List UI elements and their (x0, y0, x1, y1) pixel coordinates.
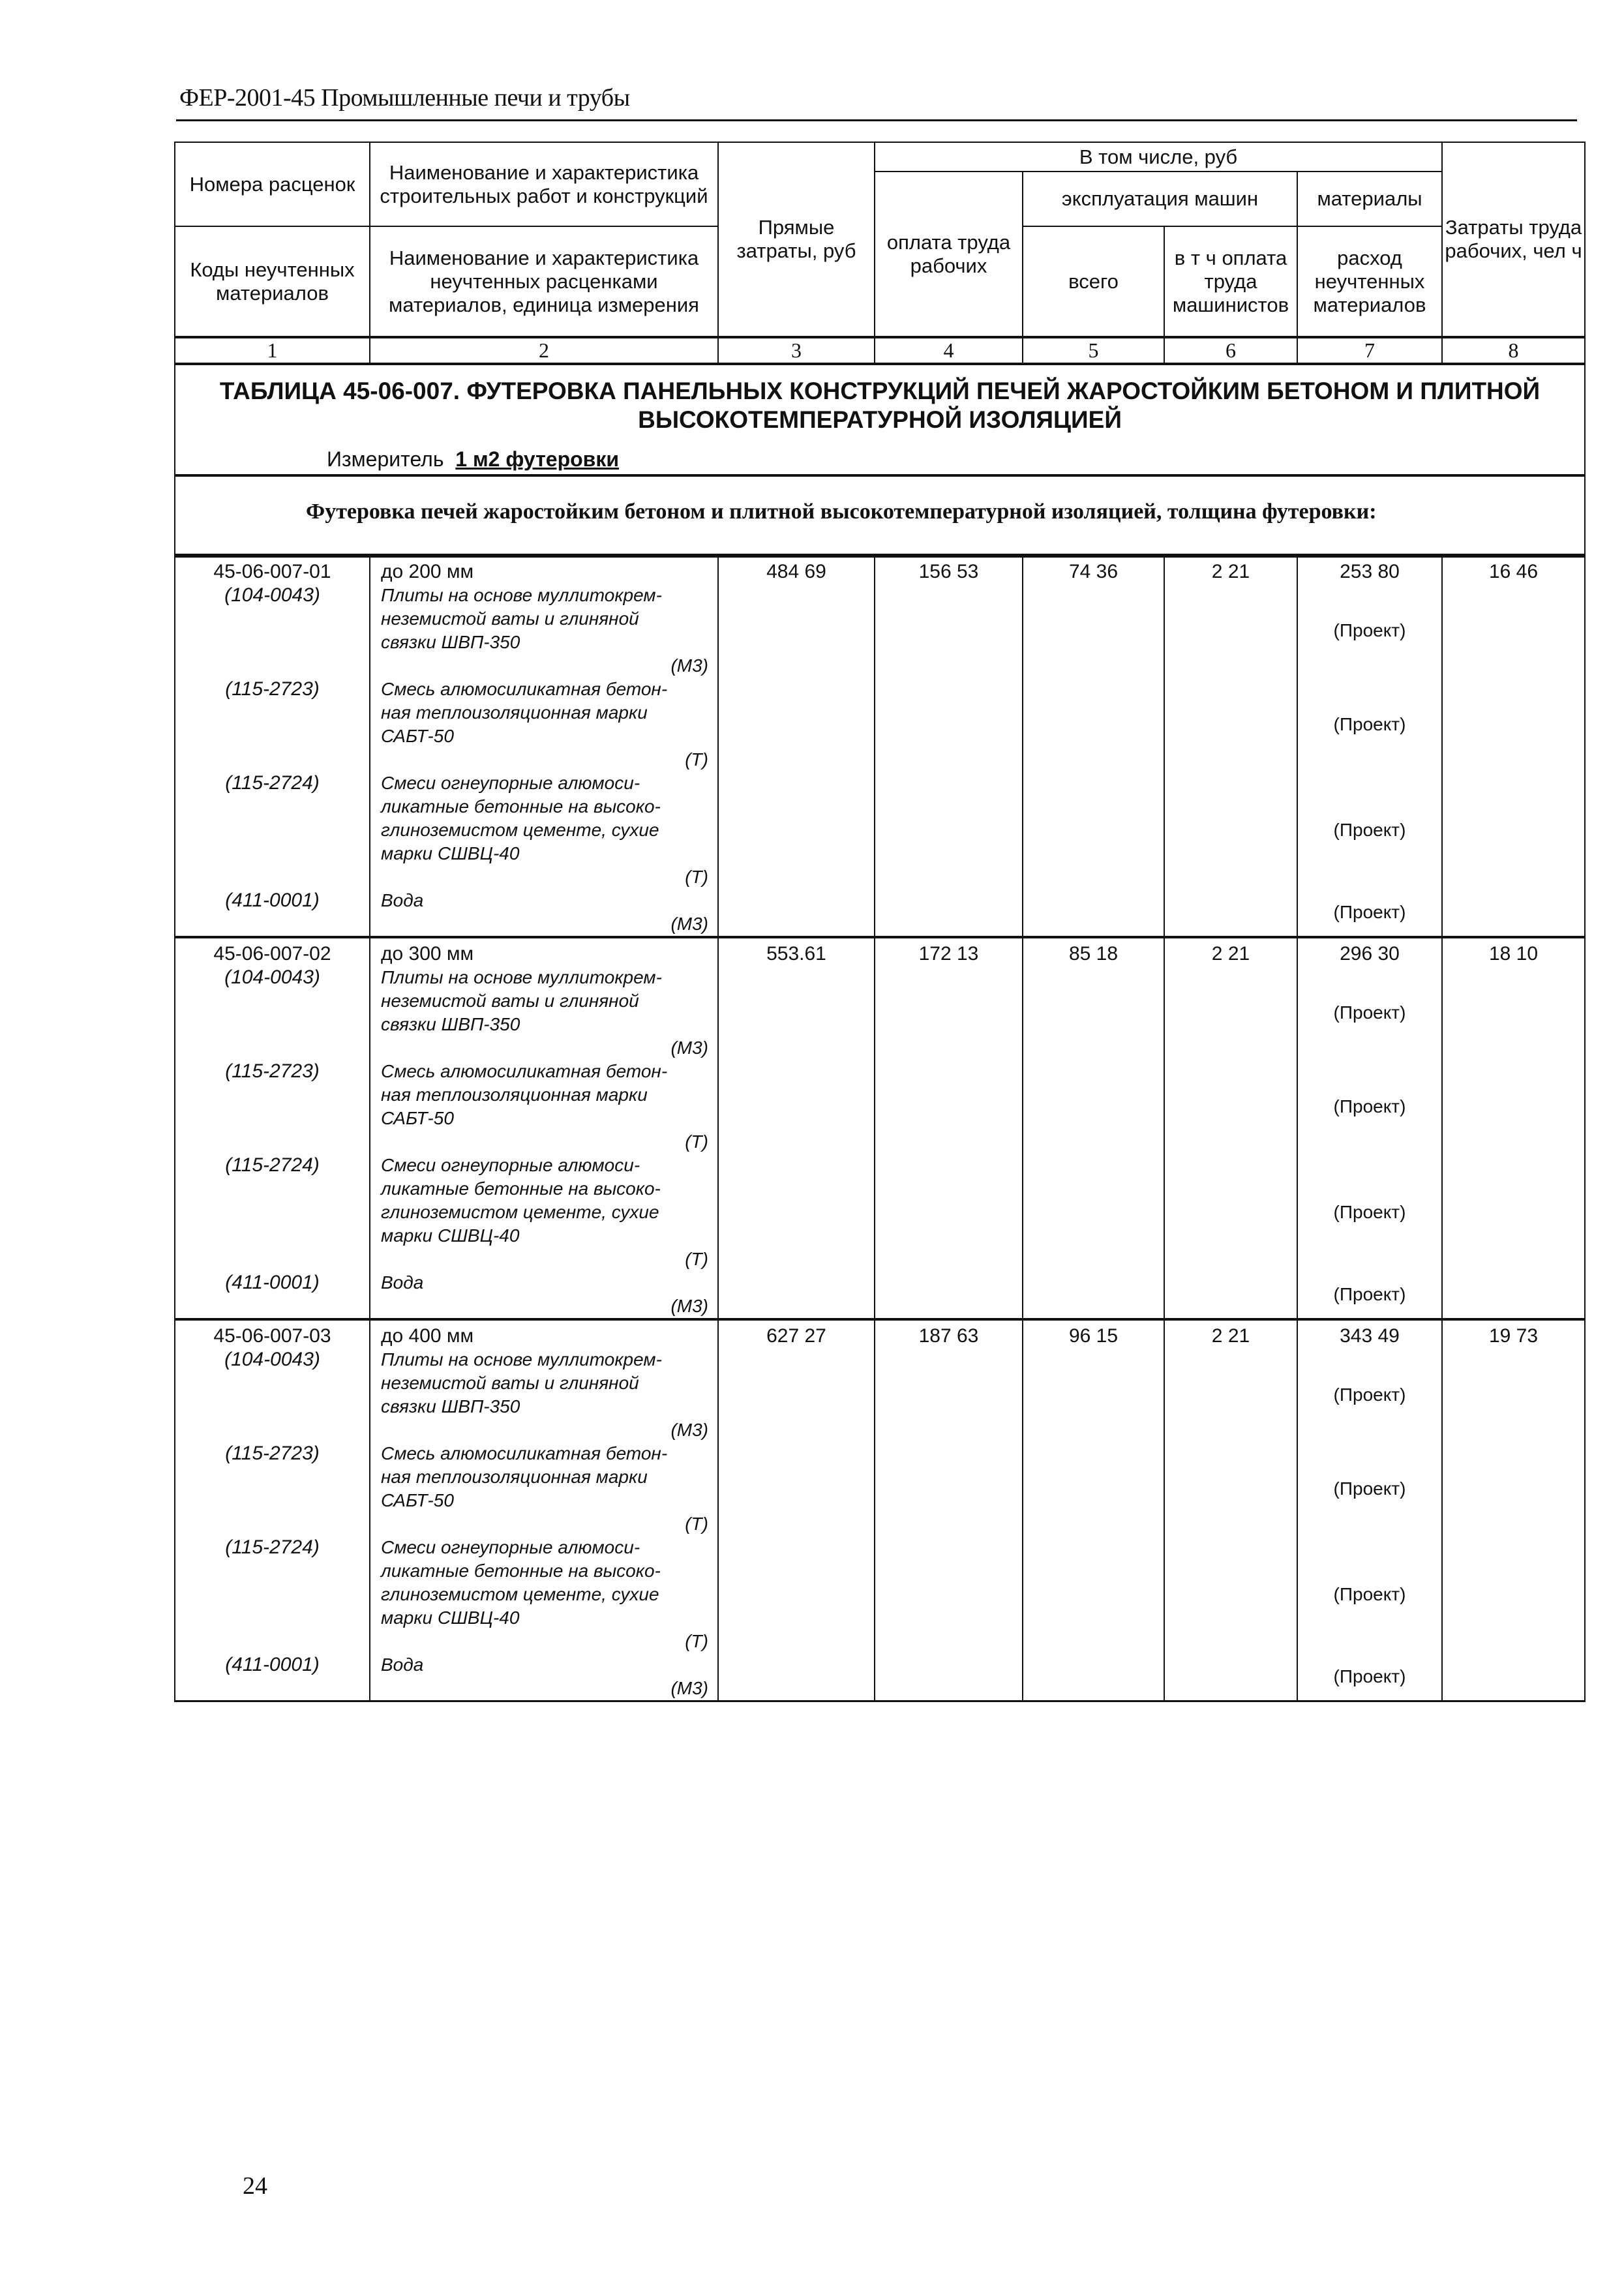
material-price: (Проект) (1297, 889, 1442, 937)
measure-label: Измеритель (327, 447, 444, 471)
material-name-line: неземистой ваты и глиняной (381, 1373, 639, 1393)
empty-cell (1164, 1271, 1297, 1319)
header-direct-costs: Прямые затраты, руб (718, 142, 875, 337)
material-unit: (Т) (685, 1249, 708, 1269)
rate-value: 2 21 (1164, 555, 1297, 584)
material-code: (411-0001) (175, 1653, 370, 1701)
material-name (370, 1653, 718, 1701)
rate-value: 553.61 (718, 937, 875, 966)
header-unaccounted-materials: расход неучтенных материалов (1297, 226, 1442, 337)
empty-cell (1442, 889, 1585, 937)
header-machine-operation: эксплуатация машин (1023, 172, 1297, 226)
header-worker-pay: оплата труда рабочих (875, 172, 1023, 337)
empty-cell (718, 584, 875, 678)
empty-cell (718, 966, 875, 1060)
header-materials: материалы (1297, 172, 1442, 226)
material-row (175, 1348, 1585, 1442)
empty-cell (1023, 678, 1164, 771)
material-unit: (Т) (685, 867, 708, 887)
material-code: (115-2723) (175, 1442, 370, 1536)
empty-cell (1023, 771, 1164, 889)
rate-value: 74 36 (1023, 555, 1164, 584)
empty-cell (718, 889, 875, 937)
material-unit: (М3) (670, 1420, 708, 1440)
material-name-line: САБТ-50 (381, 1108, 454, 1128)
header-including: В том числе, руб (875, 142, 1442, 172)
column-number: 7 (1297, 337, 1442, 364)
empty-cell (718, 1154, 875, 1271)
material-name (370, 771, 718, 889)
material-name-line: Смесь алюмосиликатная бетон- (381, 1443, 668, 1463)
empty-cell (1442, 1653, 1585, 1701)
material-name-line: неземистой ваты и глиняной (381, 991, 639, 1011)
material-unit: (М3) (670, 1296, 708, 1316)
rates-table (174, 554, 1586, 1702)
empty-cell (1442, 1536, 1585, 1653)
material-unit: (Т) (685, 1631, 708, 1651)
material-name-line: ликатные бетонные на высоко- (381, 1178, 661, 1199)
material-name (370, 1348, 718, 1442)
material-name (370, 1271, 718, 1319)
rate-value: 96 15 (1023, 1319, 1164, 1348)
material-price: (Проект) (1297, 771, 1442, 889)
material-name-line: Вода (381, 1655, 424, 1675)
material-code: (411-0001) (175, 889, 370, 937)
material-row (175, 966, 1585, 1060)
empty-cell (1023, 1060, 1164, 1154)
rate-code: 45-06-007-02 (175, 937, 370, 966)
rate-name: до 400 мм (370, 1319, 718, 1348)
empty-cell (1164, 678, 1297, 771)
page-number: 24 (243, 2172, 267, 2200)
rate-code: 45-06-007-03 (175, 1319, 370, 1348)
material-name-line: Плиты на основе муллитокрем- (381, 967, 662, 987)
empty-cell (1023, 1442, 1164, 1536)
material-code: (115-2724) (175, 1536, 370, 1653)
empty-cell (1442, 1271, 1585, 1319)
header-work-name: Наименование и характеристика строительных работ и конструкций (370, 142, 718, 226)
material-unit: (М3) (670, 655, 708, 676)
material-row (175, 1060, 1585, 1154)
material-name (370, 1154, 718, 1271)
column-number: 3 (718, 337, 875, 364)
rate-value: 16 46 (1442, 555, 1585, 584)
column-number: 1 (175, 337, 370, 364)
material-name-line: глиноземистом цементе, сухие (381, 1584, 659, 1604)
header-material-codes: Коды неучтенных материалов (175, 226, 370, 337)
empty-cell (875, 889, 1023, 937)
material-price: (Проект) (1297, 678, 1442, 771)
material-price: (Проект) (1297, 1348, 1442, 1442)
empty-cell (875, 771, 1023, 889)
empty-cell (718, 1060, 875, 1154)
material-code: (115-2723) (175, 1060, 370, 1154)
column-number: 4 (875, 337, 1023, 364)
empty-cell (718, 1653, 875, 1701)
rate-value: 296 30 (1297, 937, 1442, 966)
material-unit: (М3) (670, 914, 708, 934)
rate-value: 172 13 (875, 937, 1023, 966)
empty-cell (718, 1348, 875, 1442)
empty-cell (1023, 1154, 1164, 1271)
material-code: (115-2724) (175, 1154, 370, 1271)
empty-cell (1442, 1154, 1585, 1271)
column-number: 5 (1023, 337, 1164, 364)
rate-name: до 200 мм (370, 555, 718, 584)
material-unit: (Т) (685, 749, 708, 770)
empty-cell (1442, 1442, 1585, 1536)
section-subtitle-block (175, 475, 1585, 557)
empty-cell (718, 771, 875, 889)
material-row (175, 1536, 1585, 1653)
rate-code: 45-06-007-01 (175, 555, 370, 584)
running-head: ФЕР-2001-45 Промышленные печи и трубы (179, 84, 630, 112)
rate-name: до 300 мм (370, 937, 718, 966)
material-price: (Проект) (1297, 1271, 1442, 1319)
material-name (370, 1060, 718, 1154)
material-price: (Проект) (1297, 1442, 1442, 1536)
empty-cell (1442, 966, 1585, 1060)
empty-cell (1164, 1442, 1297, 1536)
empty-cell (1023, 889, 1164, 937)
material-row (175, 771, 1585, 889)
empty-cell (875, 1442, 1023, 1536)
material-name-line: глиноземистом цементе, сухие (381, 1202, 659, 1222)
column-number: 6 (1164, 337, 1297, 364)
empty-cell (875, 1348, 1023, 1442)
empty-cell (1164, 771, 1297, 889)
header-machines-total: всего (1023, 226, 1164, 337)
material-price: (Проект) (1297, 1536, 1442, 1653)
empty-cell (1164, 889, 1297, 937)
empty-cell (1164, 966, 1297, 1060)
material-name-line: связки ШВП-350 (381, 1014, 520, 1034)
empty-cell (1023, 584, 1164, 678)
empty-cell (1023, 1348, 1164, 1442)
column-number: 2 (370, 337, 718, 364)
material-name-line: глиноземистом цементе, сухие (381, 820, 659, 840)
empty-cell (1164, 1653, 1297, 1701)
empty-cell (1164, 1536, 1297, 1653)
empty-cell (1442, 678, 1585, 771)
material-name (370, 678, 718, 771)
material-name-line: Вода (381, 890, 424, 910)
empty-cell (875, 966, 1023, 1060)
column-numbers-row (175, 337, 1585, 364)
empty-cell (1023, 1271, 1164, 1319)
material-row (175, 1653, 1585, 1701)
material-name-line: марки СШВЦ-40 (381, 1608, 520, 1628)
material-name-line: связки ШВП-350 (381, 632, 520, 652)
table-row (175, 1319, 1585, 1348)
material-name-line: Смесь алюмосиликатная бетон- (381, 679, 668, 699)
rate-value: 2 21 (1164, 1319, 1297, 1348)
material-name (370, 1536, 718, 1653)
material-row (175, 584, 1585, 678)
material-unit: (М3) (670, 1678, 708, 1698)
empty-cell (1164, 1060, 1297, 1154)
rate-value: 18 10 (1442, 937, 1585, 966)
material-name-line: Смесь алюмосиликатная бетон- (381, 1061, 668, 1081)
empty-cell (875, 1154, 1023, 1271)
material-row (175, 1271, 1585, 1319)
empty-cell (1164, 1348, 1297, 1442)
material-price: (Проект) (1297, 1653, 1442, 1701)
material-name-line: Смеси огнеупорные алюмоси- (381, 1537, 640, 1557)
material-price: (Проект) (1297, 1154, 1442, 1271)
material-unit: (М3) (670, 1038, 708, 1058)
header-machinist-pay: в т ч оплата труда машинистов (1164, 226, 1297, 337)
empty-cell (718, 678, 875, 771)
empty-cell (1164, 1154, 1297, 1271)
material-row (175, 1442, 1585, 1536)
empty-cell (718, 1536, 875, 1653)
material-row (175, 1154, 1585, 1271)
rate-value: 627 27 (718, 1319, 875, 1348)
column-number: 8 (1442, 337, 1585, 364)
header-rule (176, 119, 1577, 121)
rate-value: 156 53 (875, 555, 1023, 584)
empty-cell (875, 1653, 1023, 1701)
material-name (370, 1442, 718, 1536)
material-name (370, 966, 718, 1060)
material-price: (Проект) (1297, 966, 1442, 1060)
rate-value: 484 69 (718, 555, 875, 584)
table-row (175, 937, 1585, 966)
material-name (370, 889, 718, 937)
empty-cell (875, 678, 1023, 771)
material-name-line: ликатные бетонные на высоко- (381, 1561, 661, 1581)
empty-cell (1164, 584, 1297, 678)
empty-cell (1023, 1536, 1164, 1653)
section-subtitle: Футеровка печей жаростойким бетоном и плитной высокотемпературной изоляцией, толщина футеровки: (306, 500, 1377, 524)
material-code: (104-0043) (175, 1348, 370, 1442)
rate-value: 253 80 (1297, 555, 1442, 584)
material-name-line: ная теплоизоляционная марки (381, 1467, 648, 1487)
empty-cell (875, 1271, 1023, 1319)
rate-value: 343 49 (1297, 1319, 1442, 1348)
empty-cell (875, 1060, 1023, 1154)
material-row (175, 889, 1585, 937)
material-name-line: ликатные бетонные на высоко- (381, 796, 661, 816)
material-price: (Проект) (1297, 1060, 1442, 1154)
empty-cell (718, 1442, 875, 1536)
rate-value: 85 18 (1023, 937, 1164, 966)
empty-cell (1442, 771, 1585, 889)
material-code: (411-0001) (175, 1271, 370, 1319)
material-name-line: Смеси огнеупорные алюмоси- (381, 1155, 640, 1175)
material-name-line: ная теплоизоляционная марки (381, 702, 648, 723)
material-code: (104-0043) (175, 584, 370, 678)
empty-cell (718, 1271, 875, 1319)
material-price: (Проект) (1297, 584, 1442, 678)
rate-value: 2 21 (1164, 937, 1297, 966)
material-code: (104-0043) (175, 966, 370, 1060)
empty-cell (1023, 966, 1164, 1060)
table-title-block (175, 364, 1585, 475)
material-name-line: неземистой ваты и глиняной (381, 608, 639, 629)
material-name-line: САБТ-50 (381, 1490, 454, 1510)
material-name-line: Плиты на основе муллитокрем- (381, 1349, 662, 1370)
material-name-line: САБТ-50 (381, 726, 454, 746)
measure-value: 1 м2 футеровки (455, 447, 620, 471)
material-name-line: Смеси огнеупорные алюмоси- (381, 773, 640, 793)
empty-cell (875, 1536, 1023, 1653)
material-unit: (Т) (685, 1514, 708, 1534)
header-rate-numbers: Номера расценок (175, 142, 370, 226)
material-name-line: марки СШВЦ-40 (381, 843, 520, 863)
empty-cell (1442, 1060, 1585, 1154)
rate-value: 19 73 (1442, 1319, 1585, 1348)
material-name (370, 584, 718, 678)
material-unit: (Т) (685, 1131, 708, 1152)
header-material-name: Наименование и характеристика неучтенных расценками материалов, единица измерения (370, 226, 718, 337)
material-code: (115-2723) (175, 678, 370, 771)
material-row (175, 678, 1585, 771)
empty-cell (1442, 584, 1585, 678)
table-row (175, 555, 1585, 584)
header-labor-costs: Затраты труда рабочих, чел ч (1442, 142, 1585, 337)
table-header (174, 142, 1586, 558)
empty-cell (875, 584, 1023, 678)
table-title: ТАБЛИЦА 45-06-007. ФУТЕРОВКА ПАНЕЛЬНЫХ КОНСТРУКЦИЙ ПЕЧЕЙ ЖАРОСТОЙКИМ БЕТОНОМ И ПЛИТНОЙ ВЫСОКОТЕМПЕРАТУРНОЙ ИЗОЛЯЦИЕЙ (219, 378, 1541, 433)
empty-cell (1442, 1348, 1585, 1442)
rate-value: 187 63 (875, 1319, 1023, 1348)
material-name-line: ная теплоизоляционная марки (381, 1085, 648, 1105)
material-code: (115-2724) (175, 771, 370, 889)
measure-unit (175, 434, 1584, 471)
material-name-line: Вода (381, 1272, 424, 1293)
material-name-line: связки ШВП-350 (381, 1396, 520, 1416)
material-name-line: Плиты на основе муллитокрем- (381, 585, 662, 605)
empty-cell (1023, 1653, 1164, 1701)
material-name-line: марки СШВЦ-40 (381, 1225, 520, 1246)
